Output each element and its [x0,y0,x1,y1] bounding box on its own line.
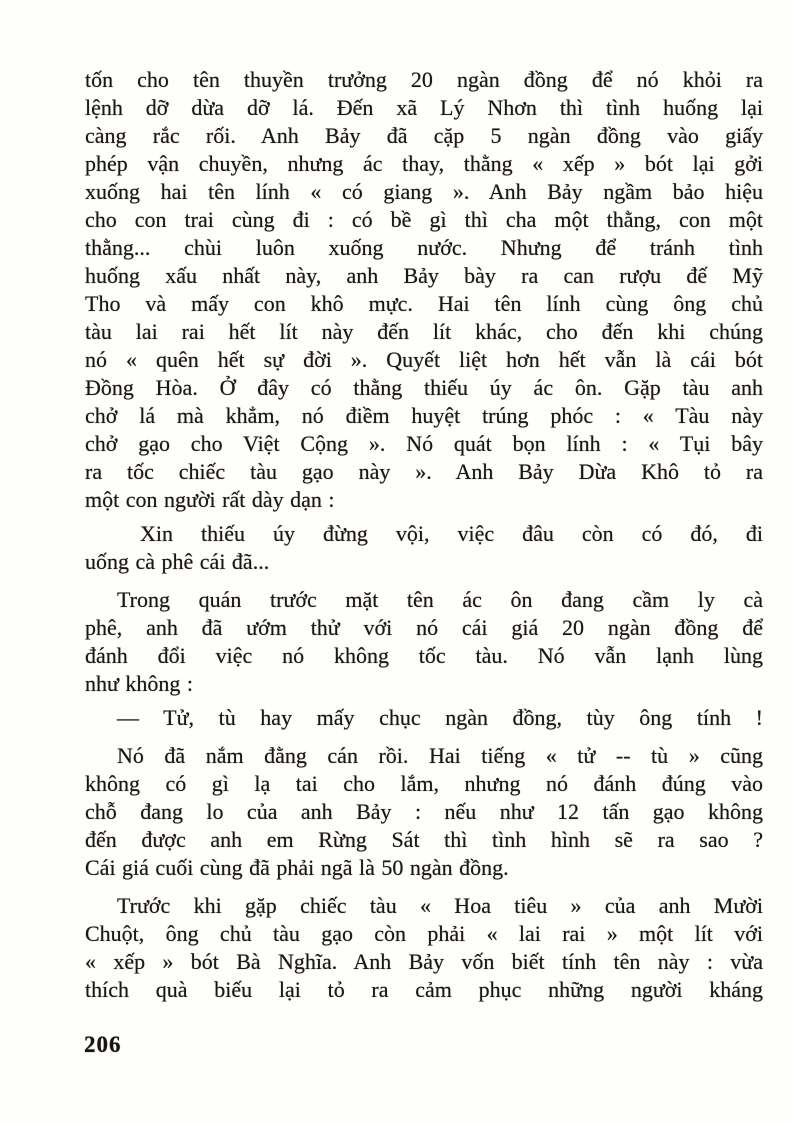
text-line: ra tốc chiếc tàu gạo này ». Anh Bảy Dừa Khô tỏ ra [85,459,763,484]
text-line: Trong quán trước mặt tên ác ôn đang cầm ly cà [117,587,763,612]
text-line: Đồng Hòa. Ở đây có thằng thiếu úy ác ôn. Gặp tàu anh [85,375,763,400]
text-line: uống cà phê cái đã... [85,549,270,574]
text-line: chỗ đang lo của anh Bảy : nếu như 12 tấn gạo không [85,799,763,824]
text-line: càng rắc rối. Anh Bảy đã cặp 5 ngàn đồng vào giấy [85,123,763,148]
text-line: xuống hai tên lính « có giang ». Anh Bảy ngầm bảo hiệu [85,179,763,204]
text-line: không có gì lạ tai cho lắm, nhưng nó đánh đúng vào [85,771,763,796]
text-line: đến được anh em Rừng Sát thì tình hình sẽ ra sao ? [85,827,763,852]
text-line: đánh đổi việc nó không tốc tàu. Nó vẫn lạnh lùng [85,643,763,668]
text-line: « xếp » bót Bà Nghĩa. Anh Bảy vốn biết tính tên này : vừa [85,949,763,974]
page-text-column [85,66,763,1004]
text-line: thằng... chùi luôn xuống nước. Nhưng để tránh tình [85,235,763,260]
text-line: phê, anh đã ướm thử với nó cái giá 20 ngàn đồng để [85,615,763,640]
text-line: cho con trai cùng đi : có bề gì thì cha một thằng, con một [85,207,763,232]
text-line: huống xấu nhất này, anh Bảy bày ra can rượu đế Mỹ [85,263,763,288]
text-line: phép vận chuyền, nhưng ác thay, thằng « xếp » bót lại gởi [85,151,763,176]
text-line: Xin thiếu úy đừng vội, việc đâu còn có đó, đi [140,521,763,546]
text-line: Tho và mấy con khô mực. Hai tên lính cùng ông chủ [85,291,763,316]
text-line: tốn cho tên thuyền trưởng 20 ngàn đồng để nó khỏi ra [85,67,763,92]
text-line: lệnh dỡ dừa dỡ lá. Đến xã Lý Nhơn thì tình huống lại [85,95,763,120]
text-line: như không : [85,671,194,696]
text-line: nó « quên hết sự đời ». Quyết liệt hơn hết vẫn là cái bót [85,347,763,372]
page-number: 206 [84,1032,122,1057]
text-line: chở lá mà khẳm, nó điềm huyệt trúng phóc : « Tàu này [85,403,763,428]
text-line: tàu lai rai hết lít này đến lít khác, cho đến khi chúng [85,319,763,344]
text-line: Chuột, ông chủ tàu gạo còn phải « lai rai » một lít với [85,921,763,946]
text-line: Cái giá cuối cùng đã phải ngã là 50 ngàn đồng. [85,855,509,880]
text-line: Trước khi gặp chiếc tàu « Hoa tiêu » của anh Mười [117,893,763,918]
text-line: Nó đã nắm đằng cán rồi. Hai tiếng « tử -- tù » cũng [117,743,763,768]
text-line: chở gạo cho Việt Cộng ». Nó quát bọn lính : « Tụi bây [85,431,763,456]
text-line: — Tử, tù hay mấy chục ngàn đồng, tùy ông tính ! [117,705,763,730]
text-line: một con người rất dày dạn : [85,487,335,512]
text-line: thích quà biếu lại tỏ ra cảm phục những người kháng [85,977,763,1002]
